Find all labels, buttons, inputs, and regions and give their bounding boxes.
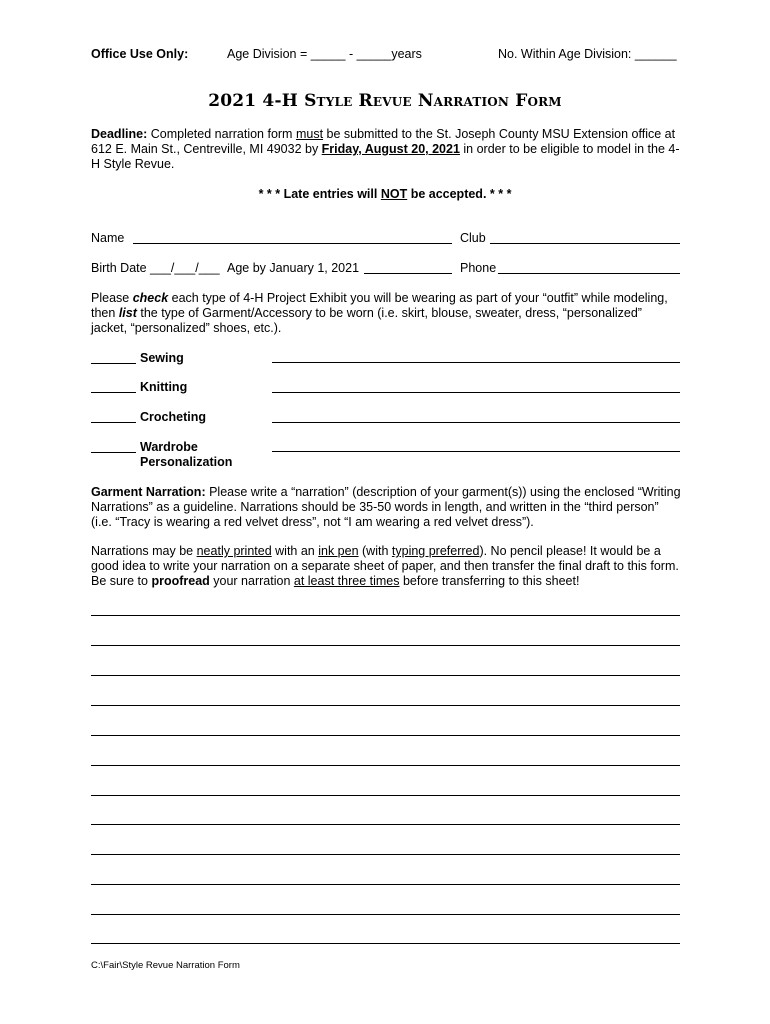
narration-line[interactable] [91,705,680,706]
rules-three: at least three times [293,574,400,588]
late-pre: * * * Late entries will [258,187,381,201]
deadline-date: Friday, August 20, 2021 [321,142,460,156]
deadline-text-1: Completed narration form [147,127,296,141]
instr-text-1: Please [91,291,133,305]
instr-list: list [118,306,137,320]
birth-date-field[interactable]: Birth Date ___/___/___ [91,261,220,275]
narration-line[interactable] [91,914,680,915]
wardrobe-label: Wardrobe [140,440,198,454]
rules-typing: typing preferred [391,544,480,558]
narration-line[interactable] [91,615,680,616]
sewing-checkbox-line[interactable] [91,363,136,364]
club-label: Club [460,231,486,245]
garment-narration-paragraph [91,485,681,530]
narration-line[interactable] [91,884,680,885]
narration-line[interactable] [91,645,680,646]
garment-narration-text: Please write a “narration” (description of your garment(s)) using the enclosed “Writing Narrations” as a guideline. Narrations should be 35-50 words in length, and written in the “third person” (i.e. “Tracy is wearing a red velvet dress”, not “I am wearing a red velvet dress”). [91,485,681,529]
narration-line[interactable] [91,675,680,676]
narration-rules-paragraph [91,544,681,589]
no-within-age-division-field[interactable]: No. Within Age Division: ______ [498,47,677,61]
exhibit-instructions [91,291,681,336]
name-input-line[interactable] [133,243,452,244]
narration-line[interactable] [91,735,680,736]
instr-text-2: each type of 4-H Project Exhibit you will be wearing as part of your “outfit” while modeling, then [91,291,668,320]
rules-t2: with an [271,544,319,558]
crocheting-label: Crocheting [140,410,206,424]
rules-t4: ). No pencil please! It would be a good idea to write your narration on a separate sheet of paper, and then transfer the final draft to this form. Be sure to [91,544,679,588]
knitting-checkbox-line[interactable] [91,392,136,393]
knitting-label: Knitting [140,380,188,394]
office-use-label: Office Use Only: [91,47,189,61]
rules-t5: your narration [209,574,294,588]
phone-label: Phone [460,261,497,275]
late-not: NOT [380,187,408,201]
phone-input-line[interactable] [498,273,680,274]
rules-ink: ink pen [318,544,359,558]
club-input-line[interactable] [490,243,680,244]
deadline-must: must [295,127,324,141]
page-title: 2021 4-H Style Revue Narration Form [208,91,562,111]
narration-line[interactable] [91,824,680,825]
sewing-garment-line[interactable] [272,362,680,363]
late-post: be accepted. * * * [407,187,512,201]
age-input-line[interactable] [364,273,452,274]
garment-narration-label: Garment Narration: [91,485,206,499]
knitting-garment-line[interactable] [272,392,680,393]
rules-t3: (with [358,544,392,558]
deadline-paragraph [91,127,681,172]
rules-proofread: proofread [151,574,210,588]
sewing-label: Sewing [140,351,184,365]
deadline-text-3: in order to be eligible to model in the 4-H Style Revue. [91,142,680,171]
crocheting-checkbox-line[interactable] [91,422,136,423]
footer-file-path: C:\Fair\Style Revue Narration Form [91,960,240,971]
narration-line[interactable] [91,943,680,944]
personalization-label: Personalization [140,455,233,469]
narration-line[interactable] [91,795,680,796]
age-division-field[interactable]: Age Division = _____ - _____years [227,47,422,61]
deadline-label: Deadline: [91,127,148,141]
deadline-text-2: be submitted to the St. Joseph County MSU Extension office at 612 E. Main St., Centreville, MI 49032 by [91,127,676,156]
crocheting-garment-line[interactable] [272,422,680,423]
narration-line[interactable] [91,854,680,855]
age-by-label: Age by January 1, 2021 [227,261,360,275]
name-label: Name [91,231,125,245]
rules-neatly: neatly printed [196,544,272,558]
wardrobe-checkbox-line[interactable] [91,452,136,453]
late-entries-notice [0,187,770,201]
instr-check: check [132,291,169,305]
narration-line[interactable] [91,765,680,766]
rules-t1: Narrations may be [91,544,197,558]
wardrobe-garment-line[interactable] [272,451,680,452]
instr-text-3: the type of Garment/Accessory to be worn (i.e. skirt, blouse, sweater, dress, “personalized” jacket, “personalized” shoes, etc.). [91,306,642,335]
rules-t6: before transferring to this sheet! [399,574,580,588]
